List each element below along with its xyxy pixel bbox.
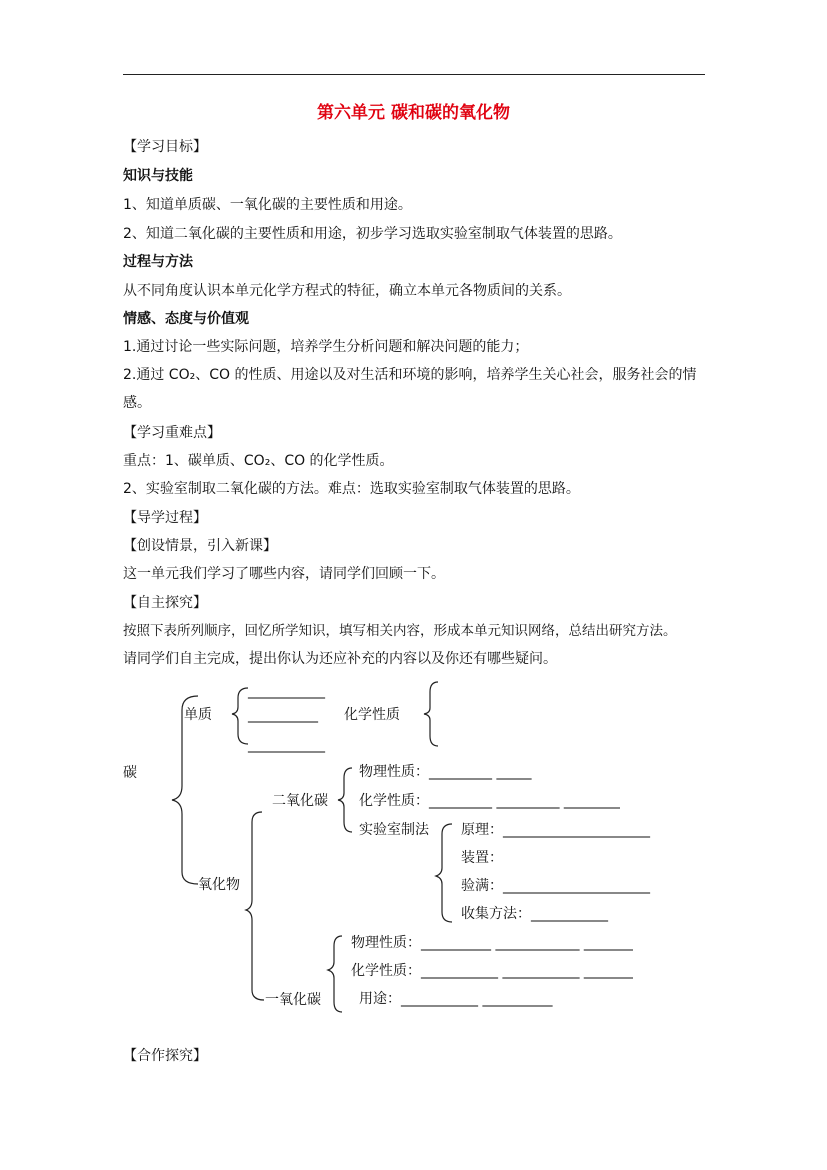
map-collect[interactable]: 收集方法：___________: [461, 906, 608, 922]
map-co2-chem[interactable]: 化学性质：_________ _________ ________: [359, 793, 620, 809]
scene-heading: 【创设情景，引入新课】: [123, 538, 277, 554]
map-co-phys[interactable]: 物理性质：__________ ____________ _______: [351, 935, 633, 951]
goals-heading: 【学习目标】: [123, 139, 207, 155]
knowledge-heading: 知识与技能: [123, 168, 193, 184]
map-co2: 二氧化碳: [272, 793, 328, 809]
brace-lab-method: [436, 824, 452, 922]
process-item-1: 从不同角度认识本单元化学方程式的特征，确立本单元各物质间的关系。: [123, 283, 571, 299]
brace-co: [328, 936, 342, 1012]
map-test-full[interactable]: 验满：_____________________: [461, 878, 650, 894]
brace-co2: [338, 768, 352, 832]
map-principle[interactable]: 原理：_____________________: [461, 822, 650, 838]
map-lab-method: 实验室制法: [359, 822, 429, 838]
key-heading: 【学习重难点】: [123, 425, 221, 441]
map-element-blank-1[interactable]: ___________: [248, 683, 325, 699]
attitude-item-2-cont: 感。: [123, 395, 151, 411]
key-item-2: 2、实验室制取二氧化碳的方法。难点：选取实验室制取气体装置的思路。: [123, 481, 580, 497]
coop-heading: 【合作探究】: [123, 1048, 207, 1064]
guide-heading: 【导学过程】: [123, 510, 207, 526]
map-element: 单质: [184, 707, 212, 723]
brace-carbon: [172, 696, 198, 884]
map-co-use[interactable]: 用途：___________ __________: [359, 991, 553, 1007]
attitude-heading: 情感、态度与价值观: [123, 311, 249, 327]
map-apparatus[interactable]: 装置：: [461, 850, 503, 866]
brace-oxide: [246, 812, 264, 1000]
knowledge-item-1: 1、知道单质碳、一氧化碳的主要性质和用途。: [123, 197, 412, 213]
attitude-item-1: 1.通过讨论一些实际问题，培养学生分析问题和解决问题的能力；: [123, 339, 529, 355]
map-carbon: 碳: [123, 765, 137, 781]
self-heading: 【自主探究】: [123, 595, 207, 611]
self-item-1: 按照下表所列顺序，回忆所学知识，填写相关内容，形成本单元知识网络，总结出研究方法。: [123, 623, 677, 639]
self-item-2: 请同学们自主完成，提出你认为还应补充的内容以及你还有哪些疑问。: [123, 651, 557, 667]
brace-element: [232, 688, 248, 744]
map-element-blank-2[interactable]: __________: [248, 707, 318, 723]
scene-item-1: 这一单元我们学习了哪些内容，请同学们回顾一下。: [123, 566, 445, 582]
process-heading: 过程与方法: [123, 254, 193, 270]
map-chem-prop: 化学性质: [344, 707, 400, 723]
map-co: 一氧化碳: [265, 992, 321, 1008]
map-co2-phys[interactable]: 物理性质：_________ _____: [359, 764, 532, 780]
knowledge-item-2: 2、知道二氧化碳的主要性质和用途，初步学习选取实验室制取气体装置的思路。: [123, 226, 622, 242]
map-co-chem[interactable]: 化学性质：___________ ___________ _______: [351, 963, 633, 979]
attitude-item-2: 2.通过 CO₂、CO 的性质、用途以及对生活和环境的影响，培养学生关心社会，服务社会的情: [123, 367, 697, 383]
page-title: 第六单元 碳和碳的氧化物: [317, 103, 510, 123]
brace-chem-prop: [424, 682, 438, 746]
map-element-blank-3[interactable]: ___________: [248, 737, 325, 753]
key-item-1: 重点：1、碳单质、CO₂、CO 的化学性质。: [123, 453, 394, 469]
map-oxide: 氧化物: [198, 877, 240, 893]
